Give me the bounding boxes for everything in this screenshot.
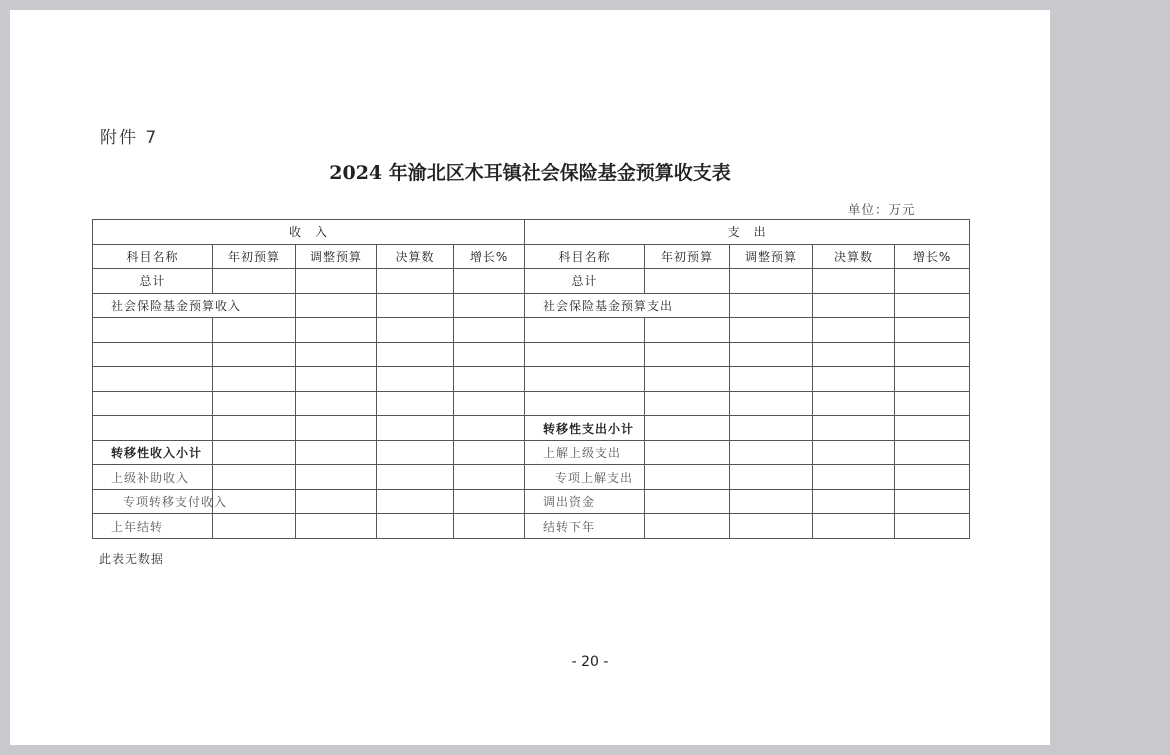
- income-row-label: 上年结转: [93, 514, 213, 539]
- expense-row-label: 上解上级支出: [525, 440, 645, 465]
- table-row: [93, 367, 970, 392]
- expense-header: 支 出: [525, 220, 970, 245]
- col-income-initial: 年初预算: [213, 244, 296, 269]
- table-row: [93, 293, 970, 318]
- col-income-final: 决算数: [377, 244, 454, 269]
- section-header-row: [93, 220, 970, 245]
- table-row: [93, 465, 970, 490]
- income-header: 收 入: [93, 220, 525, 245]
- col-expense-name: 科目名称: [525, 244, 645, 269]
- column-header-row: [93, 244, 970, 269]
- page-title: 2024 年渝北区木耳镇社会保险基金预算收支表: [329, 162, 731, 184]
- table-row: [93, 318, 970, 343]
- unit-label: 单位：万元: [848, 202, 916, 217]
- col-expense-adjusted: 调整预算: [730, 244, 813, 269]
- col-income-growth: 增长%: [454, 244, 525, 269]
- income-row-label: 专项转移支付收入: [93, 489, 213, 514]
- expense-row-label: 调出资金: [525, 489, 645, 514]
- income-row-label: 社会保险基金预算收入: [93, 293, 296, 318]
- expense-row-label: 结转下年: [525, 514, 645, 539]
- table-row: [93, 514, 970, 539]
- attachment-label: 附件 7: [100, 128, 159, 148]
- income-row-label: 上级补助收入: [93, 465, 213, 490]
- income-row-label: 总计: [93, 269, 213, 294]
- expense-row-label: 转移性支出小计: [525, 416, 645, 441]
- col-expense-final: 决算数: [813, 244, 895, 269]
- income-row-label: 转移性收入小计: [93, 440, 213, 465]
- table-row: [93, 440, 970, 465]
- expense-row-label: 总计: [525, 269, 645, 294]
- col-expense-growth: 增长%: [895, 244, 970, 269]
- table-note: 此表无数据: [99, 552, 165, 566]
- table-row: [93, 489, 970, 514]
- col-income-name: 科目名称: [93, 244, 213, 269]
- col-income-adjusted: 调整预算: [296, 244, 377, 269]
- table-row: [93, 342, 970, 367]
- table-row: [93, 391, 970, 416]
- expense-row-label: 专项上解支出: [525, 465, 645, 490]
- col-expense-initial: 年初预算: [645, 244, 730, 269]
- expense-row-label: 社会保险基金预算支出: [525, 293, 730, 318]
- page-number: - 20 -: [571, 654, 609, 670]
- table-row: [93, 416, 970, 441]
- budget-table: [92, 219, 970, 539]
- table-row: [93, 269, 970, 294]
- document-page: [10, 10, 1050, 745]
